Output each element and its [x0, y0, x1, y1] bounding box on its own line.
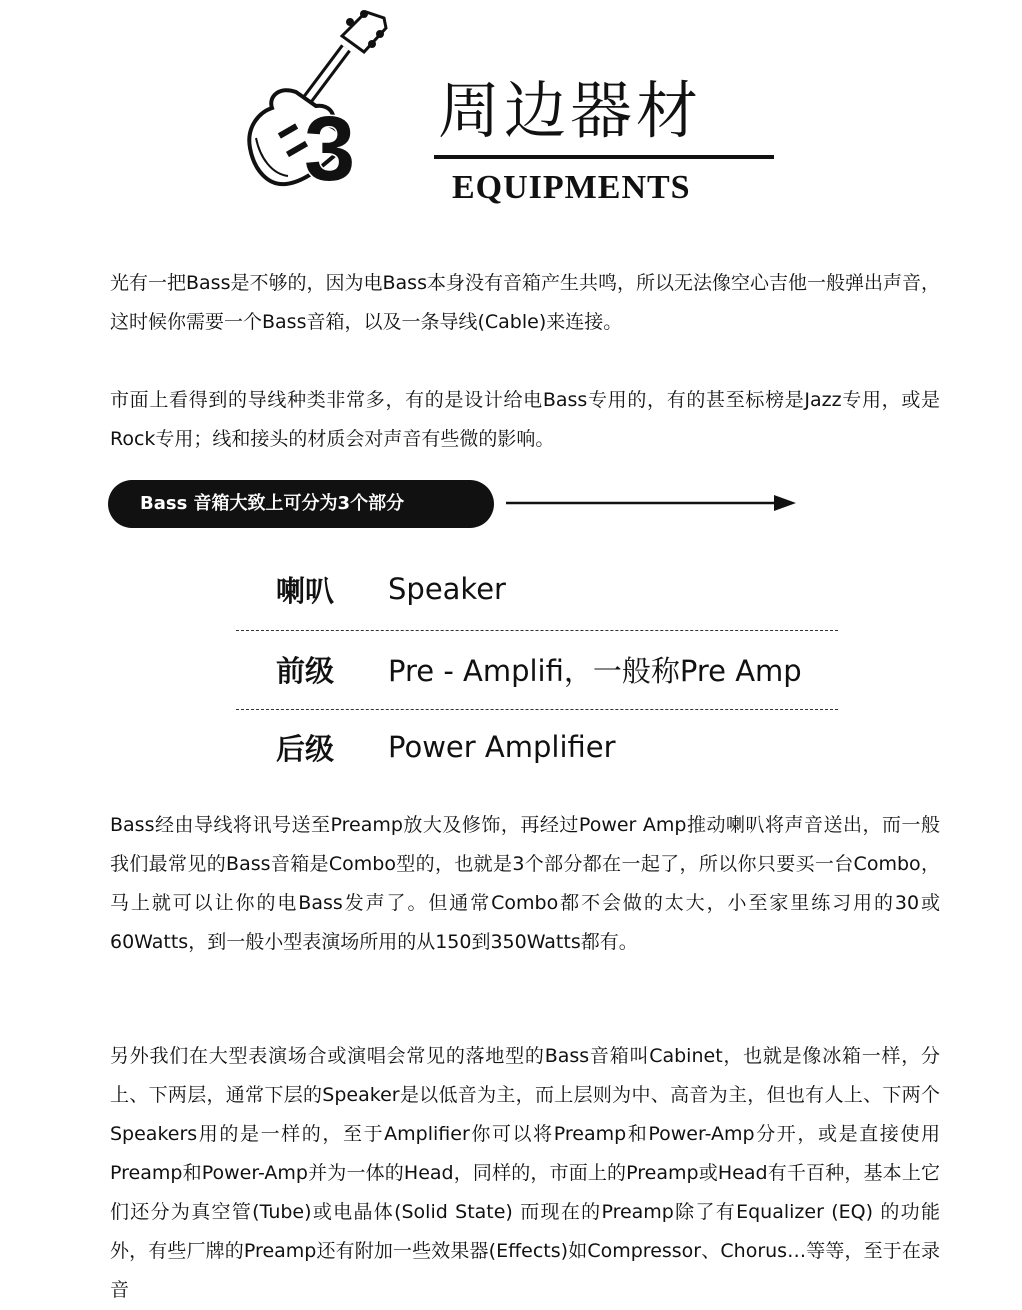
part-name-cn: 后级 [276, 731, 335, 766]
headstock-icon [342, 10, 386, 52]
part-row-power-amp [236, 716, 836, 778]
part-row-speaker [236, 558, 836, 620]
body-paragraph-1: Bass经由导线将讯号送至Preamp放大及修饰，再经过Power Amp推动喇叭将声音送出，而一般我们最常见的Bass音箱是Combo型的，也就是3个部分都在一起了，所以你只要买一台Combo，马上就可以让你的电Bass发声了。但通常Combo都不会做的太大，小至家里练习用的30或60Watts，到一般小型表演场所用的从150到350Watts都有。 [110, 814, 940, 953]
chapter-title-cn: 周边器材 [438, 74, 703, 147]
body-paragraph-2: 另外我们在大型表演场合或演唱会常见的落地型的Bass音箱叫Cabinet，也就是像冰箱一样，分上、下两层，通常下层的Speaker是以低音为主，而上层则为中、高音为主，但也有人上、下两个Speakers用的是一样的，至于Amplifier你可以将Preamp和Power-Amp分开，或是直接使用Preamp和Power-Amp并为一体的Head，同样的，市面上的Preamp或Head有千百种，基本上它们还分为真空管(Tube)或电晶体(Solid State) 而现在的Preamp除了有Equalizer (EQ) 的功能外，有些厂牌的Preamp还有附加一些效果器(Effects)如Compressor、Chorus…等等，至于在录音 [110, 1045, 940, 1301]
dashed-divider [236, 709, 838, 710]
intro-paragraph-1: 光有一把Bass是不够的，因为电Bass本身没有音箱产生共鸣，所以无法像空心吉他一般弹出声音，这时候你需要一个Bass音箱，以及一条导线(Cable)来连接。 [110, 272, 940, 333]
bass-guitar-illustration [238, 8, 388, 193]
dashed-divider [236, 630, 838, 631]
arrow-right-icon [506, 492, 796, 514]
title-underline [434, 155, 774, 159]
chapter-number: 3 [304, 98, 356, 193]
part-name-en: Pre - Amplifi，一般称Pre Amp [388, 653, 802, 688]
intro-paragraph-2: 市面上看得到的导线种类非常多，有的是设计给电Bass专用的，有的甚至标榜是Jazz专用，或是Rock专用；线和接头的材质会对声音有些微的影响。 [110, 389, 940, 450]
part-name-en: Speaker [388, 572, 506, 606]
section-heading: Bass 音箱大致上可分为3个部分 [108, 480, 494, 528]
part-name-en: Power Amplifier [388, 730, 616, 764]
part-name-cn: 喇叭 [276, 573, 335, 608]
chapter-title-en: EQUIPMENTS [452, 169, 691, 206]
part-row-preamp [236, 638, 836, 700]
part-name-cn: 前级 [276, 653, 335, 688]
